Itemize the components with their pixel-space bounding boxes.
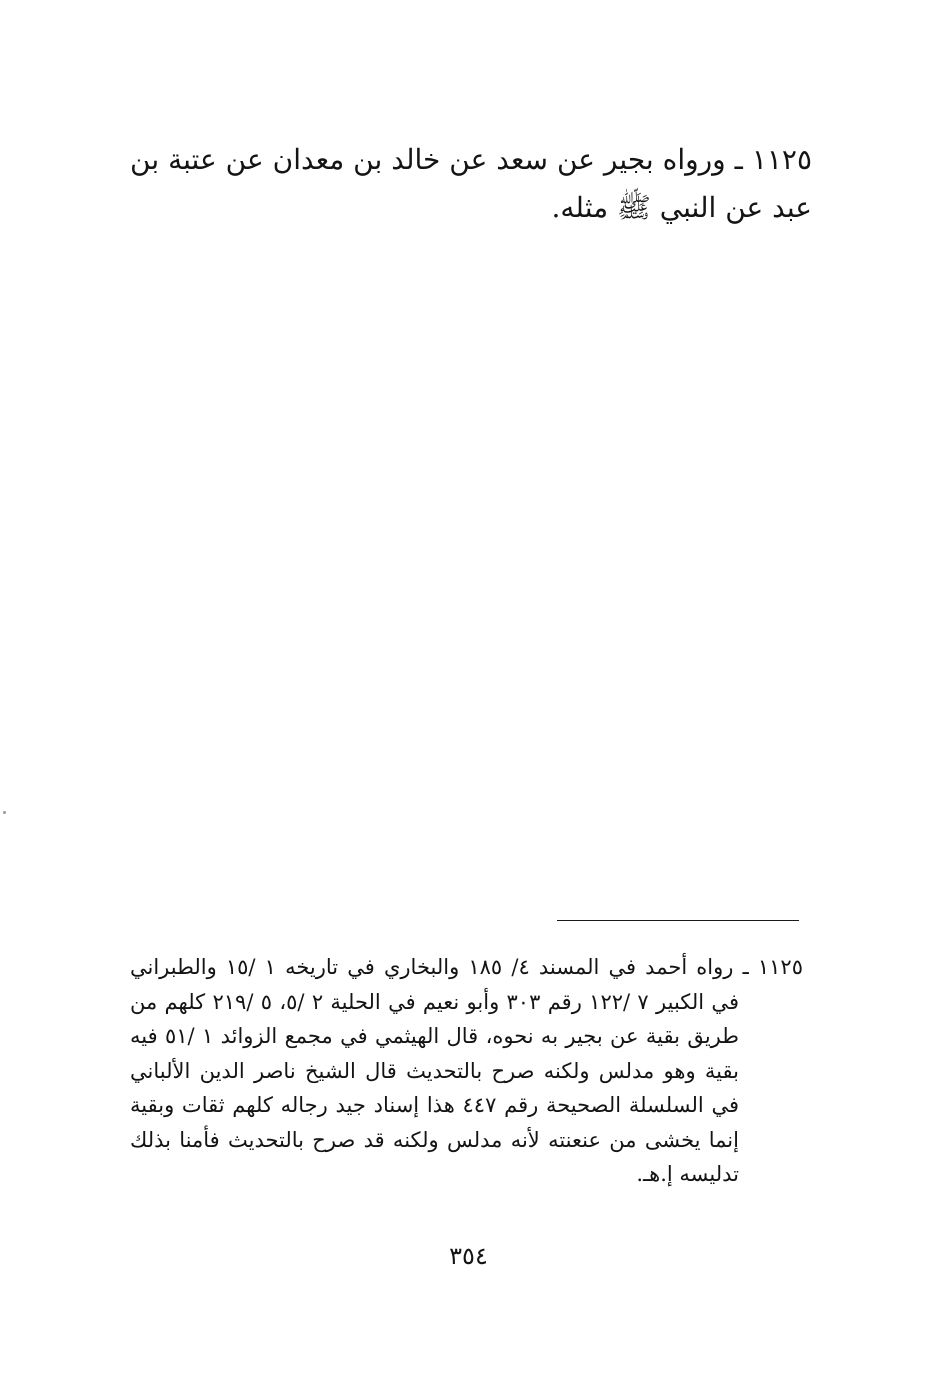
scan-speck <box>3 811 6 814</box>
footnotes-block <box>130 950 803 1192</box>
footnote: ١١٢٥ ـ رواه أحمد في المسند ٤/ ١٨٥ والبخاري في تاريخه ١ /١٥ والطبراني في الكبير ٧ /١٢٢ رقم ٣٠٣ وأبو نعيم في الحلية ٢ /٥، ٥ /٢١٩ كلهم من طريق بقية عن بجير به نحوه، قال الهيثمي في مجمع الزوائد ١ /٥١ فيه بقية وهو مدلس ولكنه صرح بالتحديث قال الشيخ ناصر الدين الألباني في السلسلة الصحيحة رقم ٤٤٧ هذا إسناد جيد رجاله كلهم ثقات وبقية إنما يخشى من عنعنته لأنه مدلس ولكنه قد صرح بالتحديث فأمنا بذلك تدليسه إ.هـ. <box>130 955 803 1186</box>
footnote-separator <box>557 920 799 921</box>
page-number: ٣٥٤ <box>449 1242 488 1270</box>
main-text-block <box>130 136 812 232</box>
hadith-entry: ١١٢٥ ـ ورواه بجير عن سعد عن خالد بن معدان عن عتبة بن عبد عن النبي ﷺ مثله. <box>130 143 812 224</box>
